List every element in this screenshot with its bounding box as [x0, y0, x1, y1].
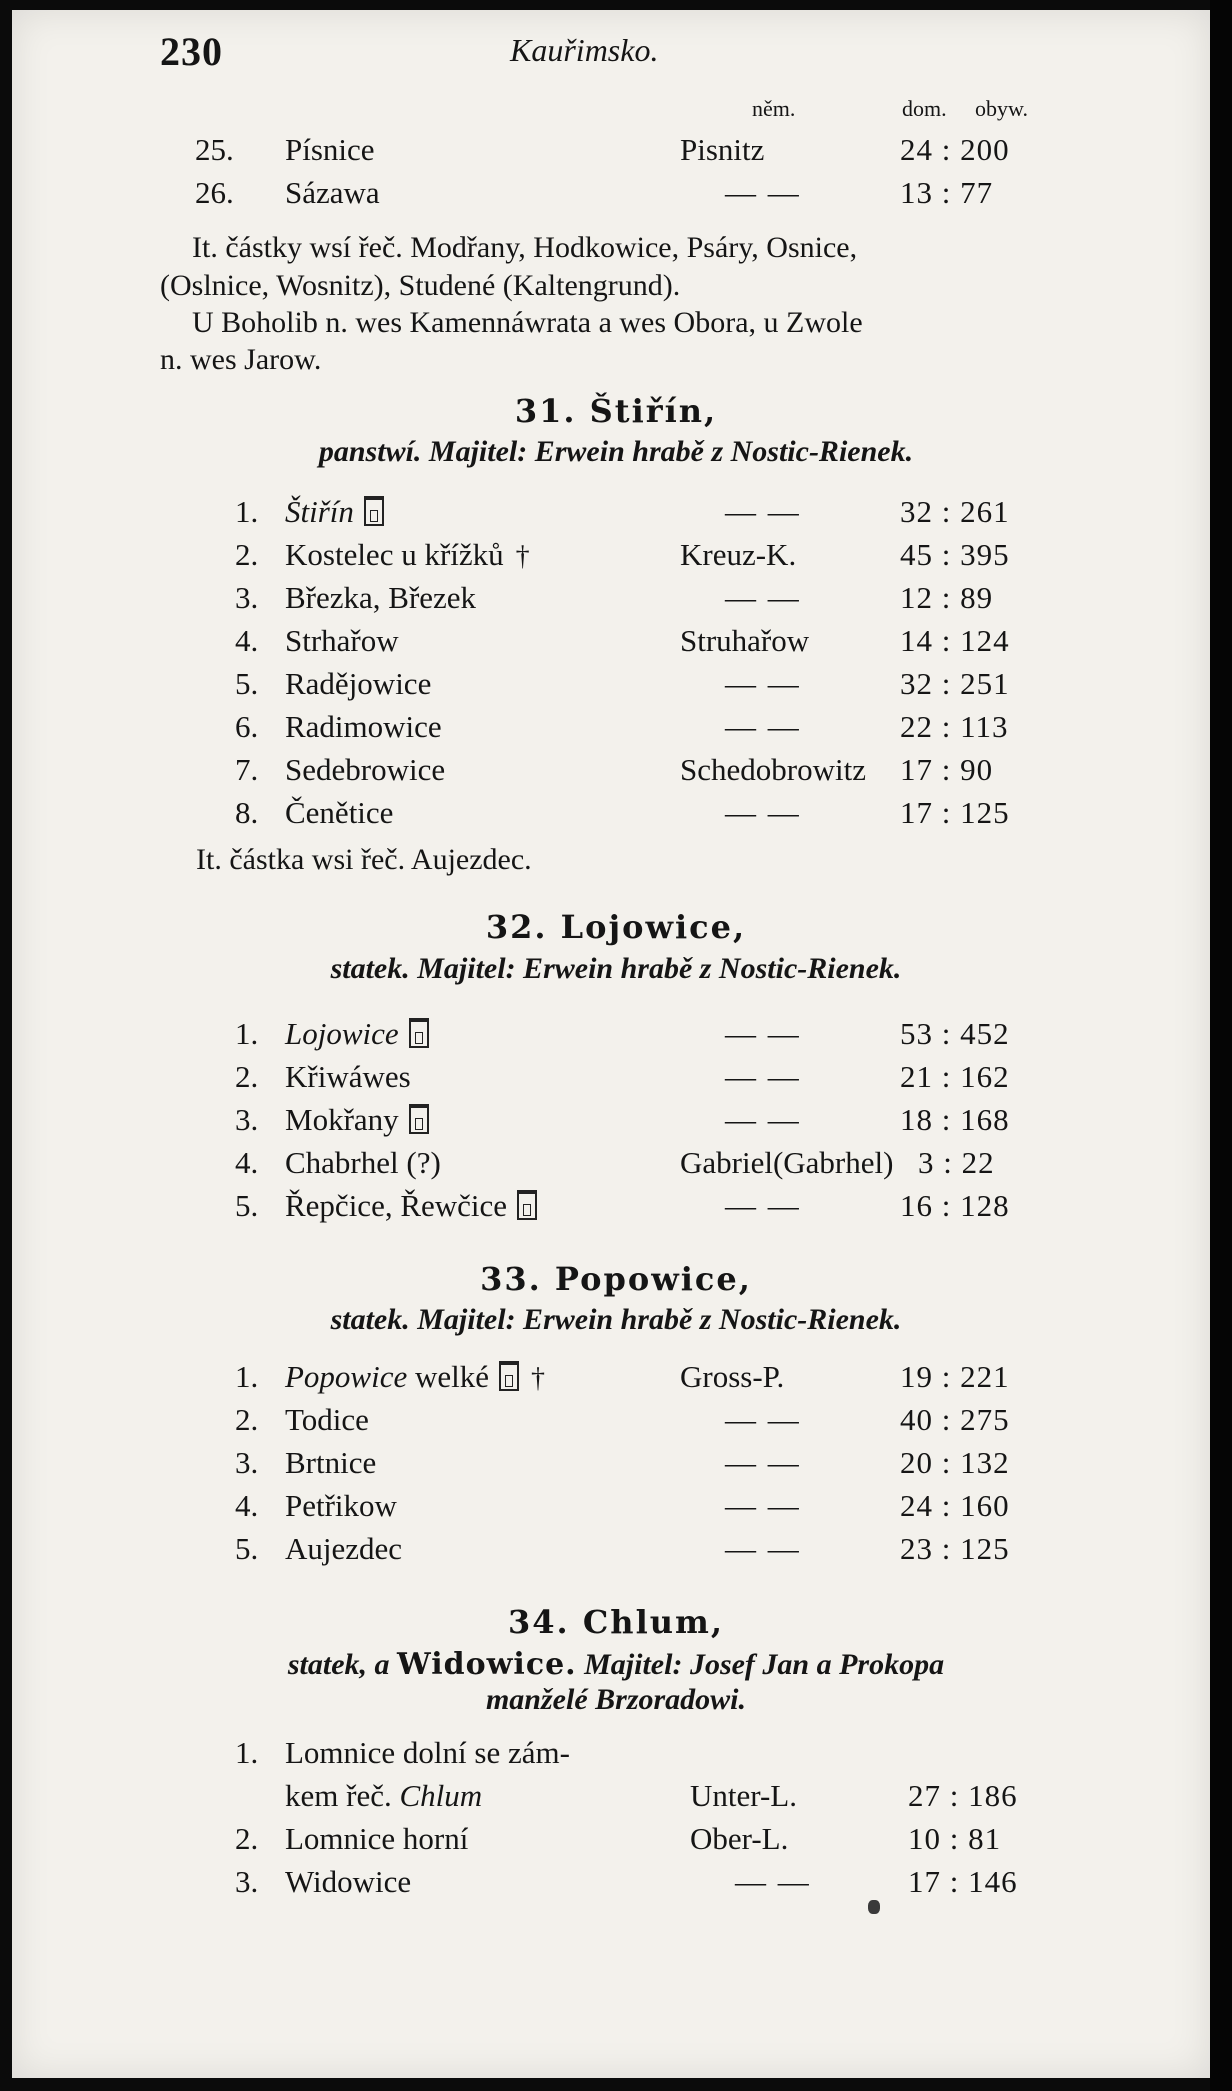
german-name: — — [735, 1864, 811, 1899]
german-name: — — [725, 580, 801, 615]
german-name: — — [725, 795, 801, 830]
village-name: Petřikow [285, 1488, 397, 1523]
house-inhabitant-count: 13 : 77 [900, 175, 994, 210]
note-line: It. částky wsí řeč. Modřany, Hodkowice, Psáry, Osnice, [192, 231, 858, 264]
table-row [0, 1529, 1232, 1569]
house-inhabitant-count: 10 : 81 [908, 1821, 1002, 1856]
house-inhabitant-count: 17 : 90 [900, 752, 994, 787]
table-row [0, 130, 1232, 170]
castle-icon [517, 1190, 537, 1220]
owner-text: Majitel: Josef Jan a Prokopa [584, 1648, 945, 1681]
village-name: Březka, Březek [285, 580, 477, 615]
village-name-text: Kostelec u křížků [285, 537, 504, 572]
owner-text: Majitel: Erwein hrabě z Nostic-Rienek. [417, 952, 902, 985]
row-number: 4. [235, 623, 259, 658]
village-name: Písnice [285, 132, 375, 167]
german-name: — — [725, 1102, 801, 1137]
german-name: — — [725, 709, 801, 744]
page-number: 230 [160, 29, 223, 74]
village-name: Chabrhel (?) [285, 1145, 441, 1180]
house-inhabitant-count: 23 : 125 [900, 1531, 1010, 1566]
row-number: 1. [235, 1735, 259, 1770]
section-title: 33. Popowice, [480, 1260, 752, 1298]
column-head-houses: dom. [902, 96, 947, 121]
german-name: Pisnitz [680, 132, 765, 167]
castle-icon [409, 1018, 429, 1048]
church-cross-icon: † [515, 541, 530, 572]
house-inhabitant-count: 32 : 261 [900, 494, 1010, 529]
table-row [0, 1819, 1232, 1859]
house-inhabitant-count: 19 : 221 [900, 1359, 1010, 1394]
village-name-extra: welké [415, 1359, 490, 1394]
row-number: 25. [195, 132, 234, 167]
german-name: Unter-L. [690, 1778, 797, 1813]
village-name-text: Štiřín [285, 494, 354, 529]
village-name: Čenětice [285, 795, 394, 830]
german-name: — — [725, 1445, 801, 1480]
german-name: Struhařow [680, 623, 810, 658]
row-number: 4. [235, 1488, 259, 1523]
village-name [285, 1776, 482, 1816]
table-row [0, 707, 1232, 747]
german-name: Ober-L. [690, 1821, 789, 1856]
row-number: 26. [195, 175, 234, 210]
row-number: 5. [235, 1188, 259, 1223]
house-inhabitant-count: 16 : 128 [900, 1188, 1010, 1223]
owner-kind: statek. [330, 952, 410, 985]
row-number: 2. [235, 1402, 259, 1437]
village-name: Brtnice [285, 1445, 377, 1480]
german-name: — — [725, 1188, 801, 1223]
note-line: (Oslnice, Wosnitz), Studené (Kaltengrund). [160, 269, 681, 302]
house-inhabitant-count: 21 : 162 [900, 1059, 1010, 1094]
house-inhabitant-count: 12 : 89 [900, 580, 994, 615]
section-title: 32. Lojowice, [485, 908, 747, 946]
row-number: 3. [235, 1102, 259, 1137]
section-owner-line2: manželé Brzoradowi. [485, 1683, 747, 1716]
village-name-text: kem řeč. [285, 1778, 392, 1813]
row-number: 1. [235, 1359, 259, 1394]
owner-kind: statek. [330, 1303, 410, 1336]
section-owner [0, 1647, 1232, 1682]
village-name: Sázawa [285, 175, 380, 210]
table-row [0, 1486, 1232, 1526]
row-number: 7. [235, 752, 259, 787]
village-name: Widowice [285, 1864, 412, 1899]
table-row [0, 1776, 1232, 1816]
table-row [0, 664, 1232, 704]
running-title: Kauřimsko. [510, 32, 659, 68]
house-inhabitant-count: 24 : 160 [900, 1488, 1010, 1523]
village-name-text: Lojowice [285, 1016, 399, 1051]
table-row [0, 1862, 1232, 1902]
note-line: It. částka wsi řeč. Aujezdec. [196, 843, 532, 876]
german-name: Kreuz-K. [680, 537, 797, 572]
castle-icon [364, 496, 384, 526]
row-number: 2. [235, 537, 259, 572]
village-name: Strhařow [285, 623, 399, 658]
village-name: Lomnice horní [285, 1821, 469, 1856]
house-inhabitant-count: 27 : 186 [908, 1778, 1018, 1813]
section-owner [0, 435, 1232, 469]
village-name [285, 492, 384, 532]
table-row [0, 578, 1232, 618]
german-name: — — [725, 175, 801, 210]
ink-speck [868, 1900, 880, 1914]
village-name: Aujezdec [285, 1531, 403, 1566]
row-number: 5. [235, 666, 259, 701]
row-number: 3. [235, 1864, 259, 1899]
village-name-italic: Chlum [399, 1778, 483, 1813]
table-row [0, 535, 1232, 575]
german-name: — — [725, 1402, 801, 1437]
table-row [0, 1357, 1232, 1397]
castle-icon [499, 1361, 519, 1391]
village-name-text: Mokřany [285, 1102, 399, 1137]
table-row [0, 1186, 1232, 1226]
village-name-text: Popowice [285, 1359, 408, 1394]
village-name [285, 1357, 545, 1399]
german-name: — — [725, 1016, 801, 1051]
village-name [285, 1100, 429, 1140]
village-name: Todice [285, 1402, 369, 1437]
row-number: 3. [235, 580, 259, 615]
german-name: — — [725, 1059, 801, 1094]
house-inhabitant-count: 45 : 395 [900, 537, 1010, 572]
german-name: — — [725, 1488, 801, 1523]
row-number: 1. [235, 1016, 259, 1051]
castle-icon [409, 1104, 429, 1134]
german-name: — — [725, 666, 801, 701]
row-number: 4. [235, 1145, 259, 1180]
row-number: 1. [235, 494, 259, 529]
column-head-inhabitants: obyw. [975, 96, 1028, 121]
table-row [0, 1143, 1232, 1183]
house-inhabitant-count: 17 : 146 [908, 1864, 1018, 1899]
village-name: Radimowice [285, 709, 442, 744]
house-inhabitant-count: 24 : 200 [900, 132, 1010, 167]
village-name: Křiwáwes [285, 1059, 411, 1094]
note-line: n. wes Jarow. [160, 343, 322, 376]
table-row [0, 1014, 1232, 1054]
column-head-german: něm. [752, 96, 796, 121]
row-number: 3. [235, 1445, 259, 1480]
german-name: Gross-P. [680, 1359, 785, 1394]
german-name: Gabriel(Gabrhel) [680, 1145, 894, 1180]
house-inhabitant-count: 22 : 113 [900, 709, 1009, 744]
row-number: 6. [235, 709, 259, 744]
german-name: — — [725, 1531, 801, 1566]
table-row [0, 750, 1232, 790]
page-header [160, 28, 1060, 72]
table-row [0, 793, 1232, 833]
house-inhabitant-count: 3 : 22 [918, 1145, 995, 1180]
village-name-text: Řepčice, Řewčice [285, 1188, 508, 1223]
section-owner [0, 952, 1232, 986]
german-name: — — [725, 494, 801, 529]
village-name [285, 535, 530, 577]
village-name: Lomnice dolní se zám- [285, 1735, 570, 1770]
note-line: U Boholib n. wes Kamennáwrata a wes Obora, u Zwole [192, 306, 863, 339]
house-inhabitant-count: 18 : 168 [900, 1102, 1010, 1137]
owner-kind: panstwí. [318, 435, 422, 468]
row-number: 5. [235, 1531, 259, 1566]
village-name: Radějowice [285, 666, 432, 701]
owner-bold: Widowice. [397, 1647, 577, 1682]
village-name: Sedebrowice [285, 752, 446, 787]
village-name [285, 1186, 537, 1226]
row-number: 8. [235, 795, 259, 830]
house-inhabitant-count: 17 : 125 [900, 795, 1010, 830]
owner-kind: statek, a [287, 1648, 390, 1681]
church-cross-icon: † [531, 1363, 546, 1394]
house-inhabitant-count: 53 : 452 [900, 1016, 1010, 1051]
table-row [0, 1443, 1232, 1483]
house-inhabitant-count: 20 : 132 [900, 1445, 1010, 1480]
owner-text: Majitel: Erwein hrabě z Nostic-Rienek. [417, 1303, 902, 1336]
owner-text: Majitel: Erwein hrabě z Nostic-Rienek. [428, 435, 914, 468]
village-name [285, 1014, 429, 1054]
section-title: 31. Štiřín, [514, 392, 718, 430]
table-row [0, 173, 1232, 213]
house-inhabitant-count: 14 : 124 [900, 623, 1010, 658]
row-number: 2. [235, 1059, 259, 1094]
table-row [0, 1733, 1232, 1773]
table-row [0, 621, 1232, 661]
house-inhabitant-count: 40 : 275 [900, 1402, 1010, 1437]
house-inhabitant-count: 32 : 251 [900, 666, 1010, 701]
german-name: Schedobrowitz [680, 752, 866, 787]
section-title: 34. Chlum, [508, 1603, 724, 1641]
table-row [0, 1100, 1232, 1140]
section-owner [0, 1303, 1232, 1337]
table-row [0, 1057, 1232, 1097]
table-row [0, 492, 1232, 532]
row-number: 2. [235, 1821, 259, 1856]
table-row [0, 1400, 1232, 1440]
